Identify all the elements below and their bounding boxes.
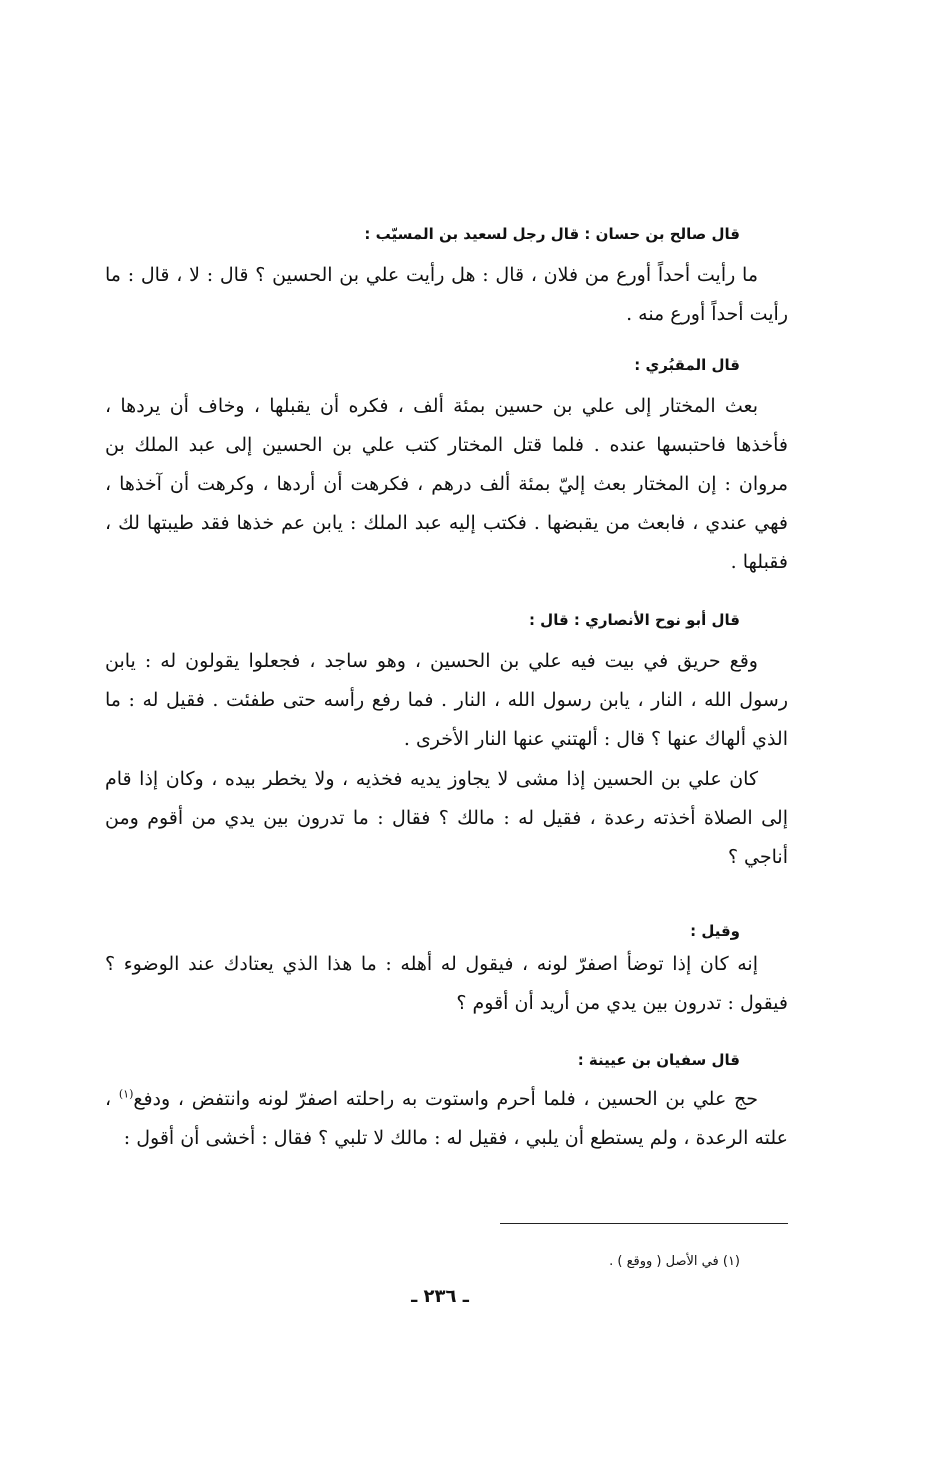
section-1	[105, 224, 788, 334]
section-5	[105, 921, 788, 1023]
section-heading: قال سفيان بن عيينة :	[577, 1051, 740, 1069]
section-3	[105, 610, 788, 759]
section-paragraph	[105, 1080, 788, 1158]
page-number: ـ ٢٣٦ ـ	[411, 1286, 469, 1307]
section-paragraph: إنه كان إذا توضأ اصفرّ لونه ، فيقول له أهله : ما هذا الذي يعتادك عند الوضوء ؟ فيقول : تدرون بين يدي من أريد أن أقوم ؟	[105, 953, 788, 1014]
section-heading: قال صالح بن حسان : قال رجل لسعيد بن المسيّب :	[364, 225, 740, 243]
section-paragraph: كان علي بن الحسين إذا مشى لا يجاوز يديه فخذيه ، ولا يخطر بيده ، وكان إذا قام إلى الصلاة أخذته رعدة ، فقيل له : مالك ؟ فقال : ما تدرون بين يدي من أقوم ومن أناجي ؟	[105, 768, 788, 868]
footnote: (١) في الأصل ( ووقع ) .	[609, 1254, 740, 1269]
footnote-divider	[500, 1223, 788, 1224]
footnote-marker: (١)	[118, 1087, 134, 1101]
section-heading: وقيل :	[690, 922, 740, 940]
paragraph-text: حج علي بن الحسين ، فلما أحرم واستوت به راحلته اصفرّ لونه وانتفض ، ودفع	[133, 1088, 759, 1110]
section-2	[105, 355, 788, 582]
section-heading: قال المقبُري :	[634, 356, 740, 374]
section-4	[105, 760, 788, 877]
section-paragraph: ما رأيت أحداً أورع من فلان ، قال : هل رأيت علي بن الحسين ؟ قال : لا ، قال : ما رأيت أحداً أورع منه .	[105, 264, 788, 325]
section-6	[105, 1050, 788, 1158]
paragraph-text: ، علته الرعدة ، ولم يستطع أن يلبي ، فقيل له : مالك لا تلبي ؟ فقال : أخشى أن أقول :	[105, 1088, 788, 1149]
section-paragraph: بعث المختار إلى علي بن حسين بمئة ألف ، فكره أن يقبلها ، وخاف أن يردها ، فأخذها فاحتبسها عنده . فلما قتل المختار كتب علي بن الحسين إلى عبد الملك بن مروان : إن المختار بعث إليّ بمئة ألف درهم ، فكرهت أن أردها ، وكرهت أن آخذها ، فهي عندي ، فابعث من يقبضها . فكتب إليه عبد الملك : يابن عم خذها فقد طيبتها لك ، فقبلها .	[105, 395, 788, 573]
section-heading: قال أبو نوح الأنصاري : قال :	[528, 611, 740, 629]
section-paragraph: وقع حريق في بيت فيه علي بن الحسين ، وهو ساجد ، فجعلوا يقولون له : يابن رسول الله ، النار ، يابن رسول الله ، النار . فما رفع رأسه حتى طفئت . فقيل له : ما الذي ألهاك عنها ؟ قال : ألهتني عنها النار الأخرى .	[105, 650, 788, 750]
